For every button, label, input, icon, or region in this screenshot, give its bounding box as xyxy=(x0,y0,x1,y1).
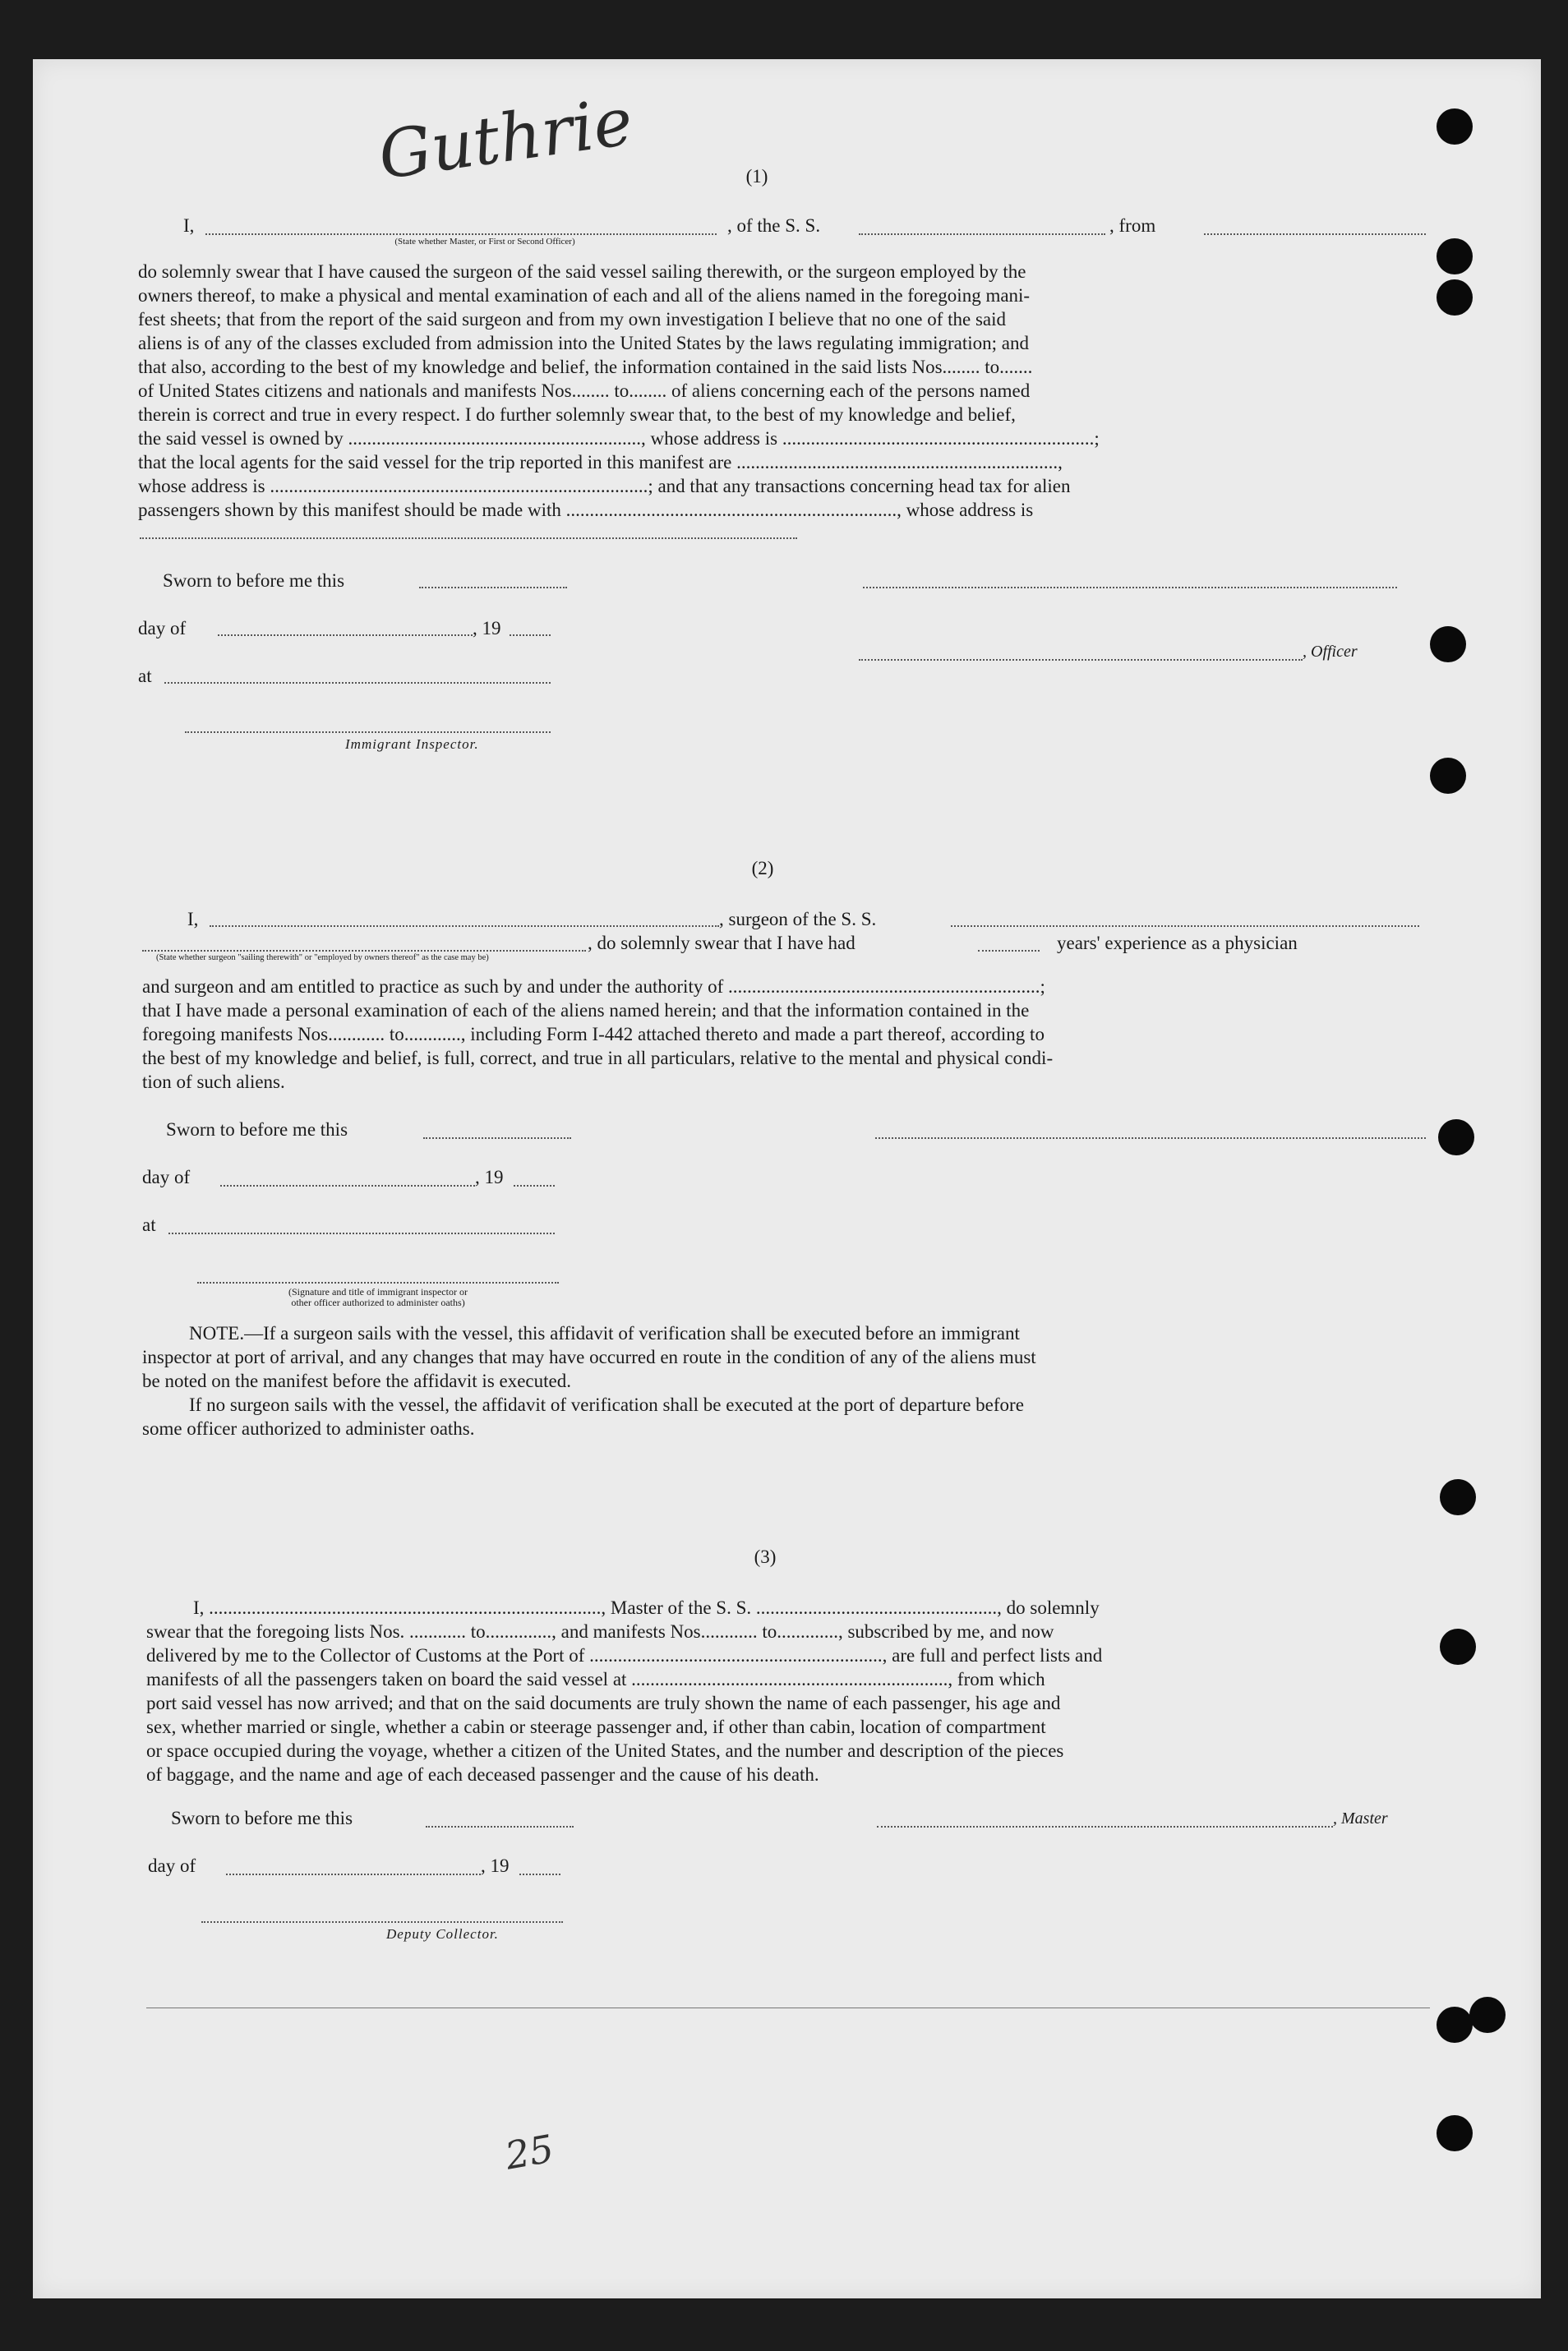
s2-line: and surgeon and am entitled to practice as such by and under the authority of ..................................................................; xyxy=(142,976,1045,997)
s2-years-label: years' experience as a physician xyxy=(1057,933,1298,953)
s3-deputy-label: Deputy Collector. xyxy=(386,1926,499,1942)
s2-status-line[interactable] xyxy=(142,950,586,952)
s1-line: therein is correct and true in every respect. I do further solemnly swear that, to the best of my knowledge and belief, xyxy=(138,404,1016,425)
s3-line: manifests of all the passengers taken on board the said vessel at ..................................................................., from which xyxy=(146,1669,1045,1689)
punch-hole xyxy=(1430,626,1466,662)
s2-years-line[interactable] xyxy=(978,950,1040,952)
s2-surgeon-signature-line[interactable] xyxy=(875,1137,1426,1139)
s2-day-of-label: day of xyxy=(142,1167,191,1187)
s1-day-of-line[interactable] xyxy=(218,634,473,636)
s1-at-label: at xyxy=(138,666,152,686)
s3-line: of baggage, and the name and age of each deceased passenger and the cause of his death. xyxy=(146,1764,819,1785)
s3-deputy-signature-line[interactable] xyxy=(201,1921,563,1923)
s3-line: or space occupied during the voyage, whether a citizen of the United States, and the number and description of the pieces xyxy=(146,1740,1064,1761)
s2-oath-paragraph xyxy=(142,975,1426,1094)
s3-master-signature-line[interactable] xyxy=(877,1826,1333,1828)
s1-line: owners thereof, to make a physical and mental examination of each and all of the aliens named in the foregoing mani- xyxy=(138,285,1031,306)
s2-line: foregoing manifests Nos............ to............, including Form I-442 attached thereto and made a part thereof, according to xyxy=(142,1024,1045,1044)
punch-hole xyxy=(1440,1629,1476,1665)
s3-day-of-line[interactable] xyxy=(226,1874,481,1875)
s3-sworn-date-line[interactable] xyxy=(426,1826,574,1828)
s1-ship-name-line[interactable] xyxy=(859,233,1105,235)
s1-oath-paragraph xyxy=(138,260,1428,522)
s1-address-continuation-line[interactable] xyxy=(140,537,797,539)
s2-line: tion of such aliens. xyxy=(142,1072,285,1092)
s3-line: swear that the foregoing lists Nos. ............ to.............., and manifests Nos............ to............., subscribed by me, and now xyxy=(146,1621,1054,1642)
s1-signature-line-top[interactable] xyxy=(863,587,1397,588)
s2-line: the best of my knowledge and belief, is full, correct, and true in all particulars, relative to the mental and physical condi- xyxy=(142,1048,1054,1068)
s2-surgeon-of-label: , surgeon of the S. S. xyxy=(719,909,877,929)
s3-day-of-label: day of xyxy=(148,1855,196,1876)
section-3-number: (3) xyxy=(754,1547,777,1567)
section-1-number: (1) xyxy=(745,166,768,187)
s3-line: port said vessel has now arrived; and that on the said documents are truly shown the name of each passenger, his age and xyxy=(146,1693,1061,1713)
s2-sworn-date-line[interactable] xyxy=(423,1137,571,1139)
s2-sig-caption-2: other officer authorized to administer oaths) xyxy=(291,1297,465,1308)
s1-from-port-line[interactable] xyxy=(1204,233,1426,235)
s1-line: aliens is of any of the classes excluded from admission into the United States by the laws regulating immigration; and xyxy=(138,333,1029,353)
s2-i-label: I, xyxy=(187,909,199,929)
punch-hole xyxy=(1437,279,1473,316)
s3-oath-paragraph xyxy=(146,1596,1430,1786)
document-page xyxy=(33,59,1541,2298)
punch-hole xyxy=(1469,1997,1506,2033)
s1-line: do solemnly swear that I have caused the surgeon of the said vessel sailing therewith, or the surgeon employed by the xyxy=(138,261,1026,282)
s1-sworn-label: Sworn to before me this xyxy=(163,570,345,591)
s1-officer-label: , Officer xyxy=(1303,643,1358,661)
s1-of-ss-label: , of the S. S. xyxy=(727,215,821,236)
s2-year-line[interactable] xyxy=(514,1185,555,1187)
s1-line: of United States citizens and nationals and manifests Nos........ to........ of aliens concerning each of the persons named xyxy=(138,380,1031,401)
note-line: inspector at port of arrival, and any changes that may have occurred en route in the condition of any of the aliens must xyxy=(142,1347,1036,1367)
s1-line: that the local agents for the said vessel for the trip reported in this manifest are ...................................................................., xyxy=(138,452,1063,473)
s3-sworn-label: Sworn to before me this xyxy=(171,1808,353,1828)
punch-hole xyxy=(1438,1119,1474,1155)
s1-line: whose address is ................................................................................; and that any transactions concerning head tax for alien xyxy=(138,476,1071,496)
handwritten-signature: Guthrie xyxy=(374,82,638,195)
s2-sig-caption-1: (Signature and title of immigrant inspector or xyxy=(288,1286,468,1298)
punch-hole xyxy=(1437,2115,1473,2151)
s3-year-line[interactable] xyxy=(519,1874,560,1875)
punch-hole xyxy=(1437,238,1473,274)
s1-inspector-label: Immigrant Inspector. xyxy=(345,736,479,752)
s2-year-label: , 19 xyxy=(475,1167,504,1187)
note-line: If no surgeon sails with the vessel, the affidavit of verification shall be executed at the port of departure before xyxy=(189,1394,1024,1415)
s2-do-solemnly-label: , do solemnly swear that I have had xyxy=(588,933,855,953)
s3-line: sex, whether married or single, whether a cabin or steerage passenger and, if other than cabin, location of compartment xyxy=(146,1717,1046,1737)
s1-year-line[interactable] xyxy=(510,634,551,636)
s3-master-label: , Master xyxy=(1333,1809,1388,1828)
handwritten-page-mark: 25 xyxy=(501,2126,557,2178)
note-label: NOTE. xyxy=(189,1323,245,1344)
punch-hole xyxy=(1437,108,1473,145)
s1-at-line[interactable] xyxy=(164,682,551,684)
s2-day-of-line[interactable] xyxy=(220,1185,475,1187)
s1-inspector-signature-line[interactable] xyxy=(185,731,551,733)
s2-line: that I have made a personal examination of each of the aliens named herein; and that the information contained in the xyxy=(142,1000,1030,1021)
note-line: —If a surgeon sails with the vessel, this affidavit of verification shall be executed before an immigrant xyxy=(244,1323,1020,1344)
s2-sworn-label: Sworn to before me this xyxy=(166,1119,348,1140)
s1-i-label: I, xyxy=(183,215,195,236)
s1-line: fest sheets; that from the report of the said surgeon and from my own investigation I believe that no one of the said xyxy=(138,309,1007,330)
punch-hole xyxy=(1440,1479,1476,1515)
note-line: be noted on the manifest before the affidavit is executed. xyxy=(142,1371,571,1391)
s3-line: I, ..................................................................................., Master of the S. S. ..................................................., do solemnly xyxy=(193,1597,1100,1618)
s1-line: passengers shown by this manifest should be made with ......................................................................, whose address is xyxy=(138,500,1034,520)
s1-sworn-date-line[interactable] xyxy=(419,587,567,588)
section-2-number: (2) xyxy=(751,858,774,878)
punch-hole xyxy=(1437,2007,1473,2043)
s2-at-line[interactable] xyxy=(168,1233,555,1234)
s1-line: that also, according to the best of my knowledge and belief, the information contained in the said lists Nos........ to....... xyxy=(138,357,1033,377)
s2-note xyxy=(142,1321,1426,1441)
s2-ship-name-line[interactable] xyxy=(951,925,1419,927)
s1-day-of-label: day of xyxy=(138,618,187,638)
s1-officer-name-line[interactable] xyxy=(205,233,717,235)
s3-line: delivered by me to the Collector of Customs at the Port of .............................................................., are full and perfect lists and xyxy=(146,1645,1103,1666)
note-line: some officer authorized to administer oaths. xyxy=(142,1418,475,1439)
s2-surgeon-name-line[interactable] xyxy=(210,925,719,927)
s1-line: the said vessel is owned by .............................................................., whose address is ..................................................................; xyxy=(138,428,1100,449)
s1-from-label: , from xyxy=(1109,215,1156,236)
s3-year-label: , 19 xyxy=(481,1855,510,1876)
s2-status-caption: (State whether surgeon "sailing therewith" or "employed by owners thereof" as the case may be) xyxy=(156,953,489,962)
s2-at-label: at xyxy=(142,1215,156,1235)
s1-officer-caption: (State whether Master, or First or Second Officer) xyxy=(394,237,575,247)
s2-inspector-signature-line[interactable] xyxy=(197,1282,559,1284)
s1-year-label: , 19 xyxy=(473,618,501,638)
punch-hole xyxy=(1430,758,1466,794)
s1-officer-signature-line[interactable] xyxy=(859,659,1303,661)
